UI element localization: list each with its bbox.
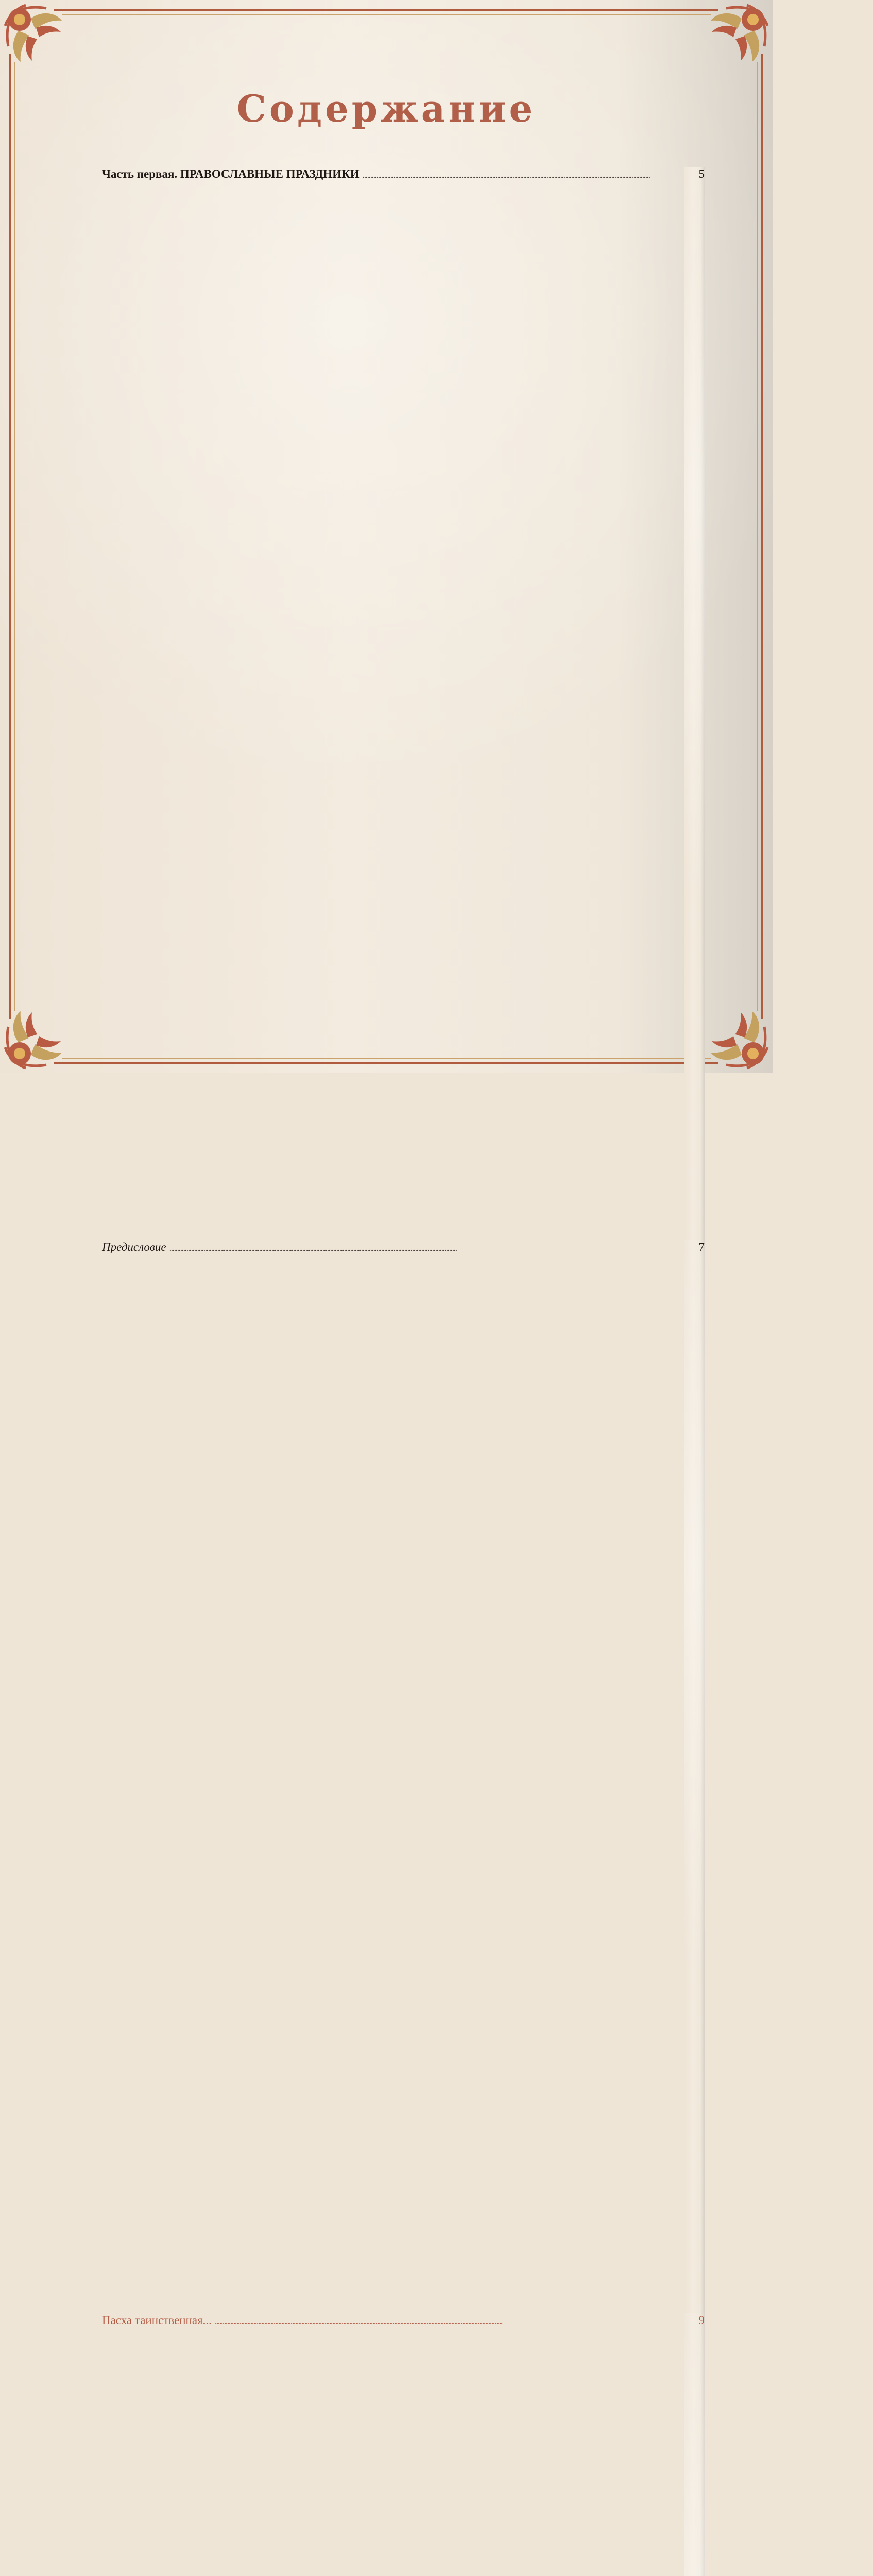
frame-top-inner-border <box>62 14 711 15</box>
toc-leader-dots <box>169 1240 681 1256</box>
toc-entry-title: Пасха таинственная... <box>102 2314 212 2327</box>
toc-leader-dots <box>363 167 681 182</box>
frame-left-inner-border <box>14 62 15 1011</box>
ornament-corner-top-left <box>0 0 93 93</box>
toc-entry-title: Часть первая. ПРАВОСЛАВНЫЕ ПРАЗДНИКИ <box>102 167 360 180</box>
frame-top-border <box>54 9 718 11</box>
frame-right-border <box>761 54 763 1019</box>
frame-right-inner-border <box>757 62 758 1011</box>
frame-left-border <box>9 54 11 1019</box>
toc-page-number: 7 <box>684 1240 705 2313</box>
toc-entry-title: Предисловие <box>102 1241 166 1253</box>
page-title: Содержание <box>236 87 536 130</box>
table-of-contents <box>102 167 705 2576</box>
ornament-corner-top-right <box>680 0 773 93</box>
toc-leader-dots <box>215 2313 681 2329</box>
toc-page-number: 5 <box>684 167 705 1240</box>
toc-entry[interactable] <box>102 1240 705 2313</box>
toc-page-number: 9 <box>684 2313 705 2576</box>
toc-entry[interactable] <box>102 2313 705 2576</box>
toc-entry[interactable] <box>102 167 705 1240</box>
ornament-corner-bottom-left <box>0 980 93 1073</box>
